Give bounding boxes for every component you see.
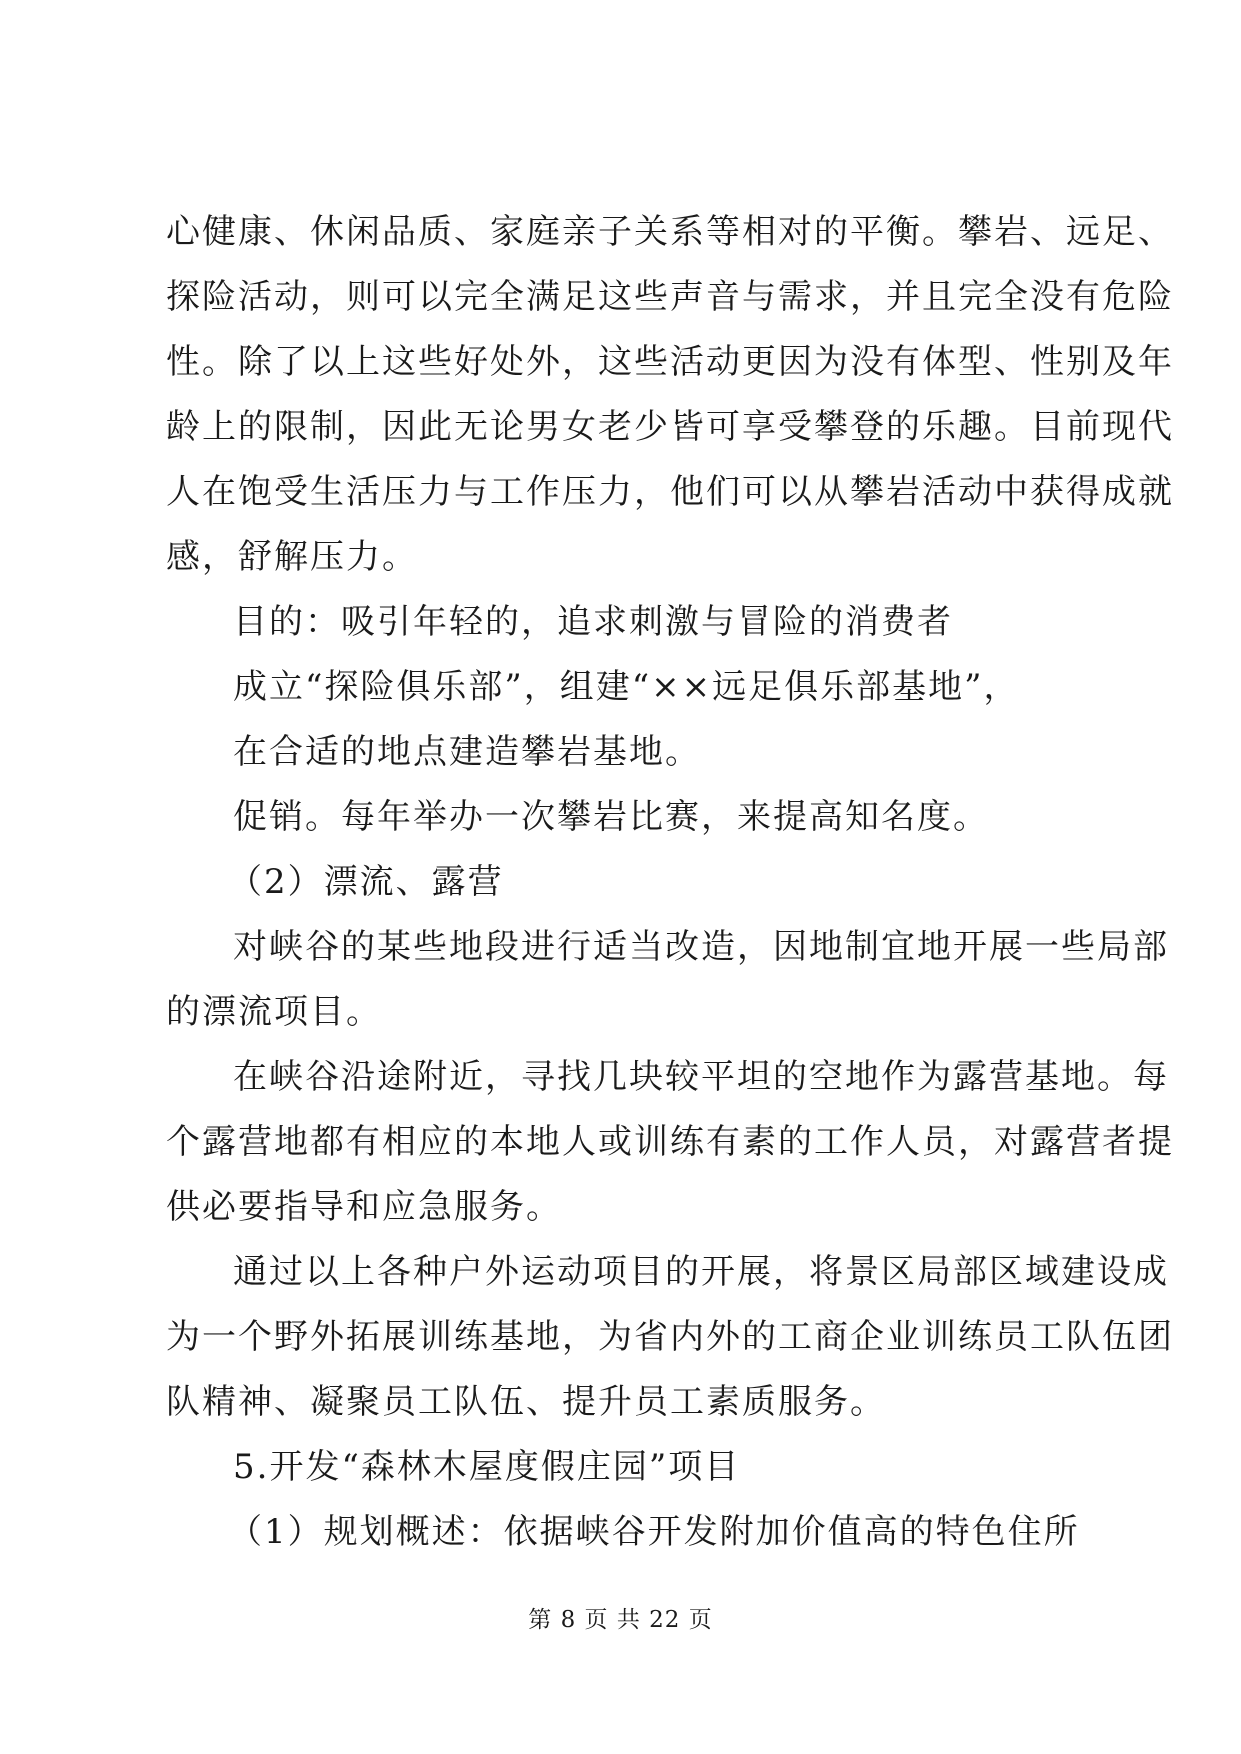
text-line: 目的：吸引年轻的，追求刺激与冒险的消费者 (233, 602, 953, 642)
text-line: 的漂流项目。 (166, 992, 382, 1032)
text-line: 人在饱受生活压力与工作压力，他们可以从攀岩活动中获得成就 (166, 472, 1174, 512)
text-line: 性。除了以上这些好处外，这些活动更因为没有体型、性别及年 (166, 342, 1174, 382)
text-line: 供必要指导和应急服务。 (166, 1187, 562, 1227)
text-line: 在峡谷沿途附近，寻找几块较平坦的空地作为露营基地。每 (233, 1057, 1169, 1097)
page-number-footer: 第 8 页 共 22 页 (528, 1607, 713, 1633)
text-line: 探险活动，则可以完全满足这些声音与需求，并且完全没有危险 (166, 277, 1174, 317)
text-line: 个露营地都有相应的本地人或训练有素的工作人员，对露营者提 (166, 1122, 1174, 1162)
text-line: 对峡谷的某些地段进行适当改造，因地制宜地开展一些局部 (233, 927, 1169, 967)
section-heading: （2）漂流、露营 (228, 862, 504, 902)
section-heading: （1）规划概述：依据峡谷开发附加价值高的特色住所 (228, 1512, 1080, 1552)
text-line: 通过以上各种户外运动项目的开展，将景区局部区域建设成 (233, 1252, 1169, 1292)
text-line: 在合适的地点建造攀岩基地。 (233, 732, 701, 772)
text-line: 成立“探险俱乐部”，组建“××远足俱乐部基地”， (233, 667, 1020, 707)
section-heading: 5.开发“森林木屋度假庄园”项目 (233, 1447, 741, 1487)
text-line: 队精神、凝聚员工队伍、提升员工素质服务。 (166, 1382, 886, 1422)
text-line: 促销。每年举办一次攀岩比赛，来提高知名度。 (233, 797, 989, 837)
text-line: 龄上的限制，因此无论男女老少皆可享受攀登的乐趣。目前现代 (166, 407, 1174, 447)
text-line: 心健康、休闲品质、家庭亲子关系等相对的平衡。攀岩、远足、 (166, 212, 1174, 252)
text-line: 感，舒解压力。 (166, 537, 418, 577)
text-line: 为一个野外拓展训练基地，为省内外的工商企业训练员工队伍团 (166, 1317, 1174, 1357)
